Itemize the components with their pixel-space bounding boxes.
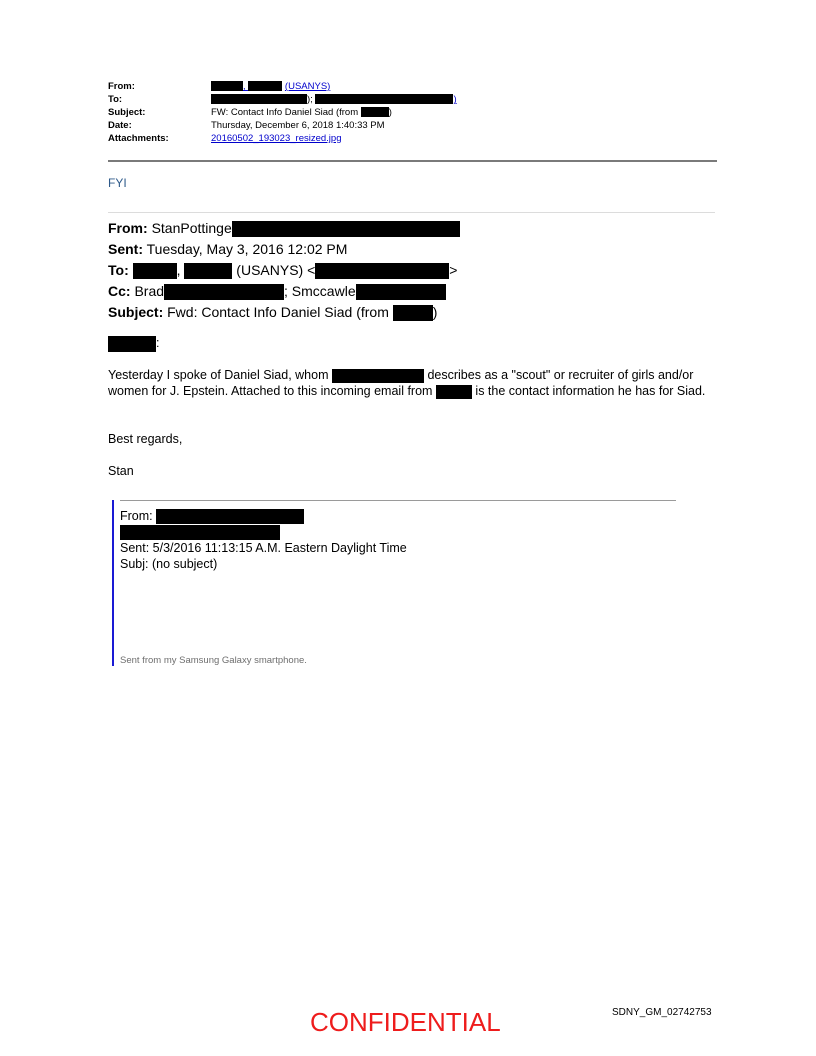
forwarded-sent-value: Tuesday, May 3, 2016 12:02 PM	[146, 241, 348, 257]
quote-divider	[120, 500, 676, 501]
forwarded-cc-value: Brad	[134, 283, 165, 299]
forwarded-cc-label: Cc:	[108, 283, 131, 299]
confidential-stamp: CONFIDENTIAL	[310, 1007, 501, 1037]
forwarded-to-usanys: (USANYS) <	[236, 262, 316, 278]
quoted-signature: Sent from my Samsung Galaxy smartphone.	[120, 655, 307, 666]
header-date-row	[108, 119, 718, 132]
forwarded-sent-row	[108, 239, 460, 260]
header-to-value	[211, 93, 457, 106]
forwarded-subject-end: )	[432, 304, 438, 320]
redaction	[248, 81, 282, 91]
header-from-row	[108, 80, 718, 93]
header-date-label: Date:	[108, 120, 132, 131]
forwarded-to-label: To:	[108, 262, 129, 278]
forward-divider	[108, 212, 715, 213]
header-subject-text: FW: Contact Info Daniel Siad (from	[211, 107, 359, 118]
redaction	[232, 221, 460, 237]
bates-number: SDNY_GM_02742753	[612, 1007, 712, 1018]
forwarded-header	[108, 218, 460, 323]
attachment-link[interactable]: 20160502_193023_resized.jpg	[211, 133, 342, 144]
header-from-label: From:	[108, 81, 135, 92]
redaction	[332, 369, 424, 383]
forwarded-subject-label: Subject:	[108, 304, 164, 320]
quoted-from-label: From:	[120, 509, 153, 523]
quoted-from-row	[120, 508, 407, 524]
quoted-sent: Sent: 5/3/2016 11:13:15 A.M. Eastern Daylight Time	[120, 541, 407, 556]
quoted-message	[120, 508, 407, 572]
header-to-end: )	[453, 94, 457, 105]
quoted-redacted-line	[120, 524, 407, 540]
header-divider	[108, 160, 717, 162]
header-subject-label: Subject:	[108, 107, 146, 118]
forwarded-to-end: >	[449, 262, 458, 278]
redaction	[315, 94, 453, 104]
forwarded-cc-row	[108, 281, 460, 302]
header-to-separator: );	[307, 94, 313, 105]
greeting-colon: :	[156, 336, 160, 350]
forwarded-from-row	[108, 218, 460, 239]
forwarded-subject-row	[108, 302, 460, 323]
header-to-label: To:	[108, 94, 123, 105]
header-attachments-label: Attachments:	[108, 133, 169, 144]
header-from-link[interactable]: (USANYS)	[284, 81, 331, 92]
quoted-subject: Subj: (no subject)	[120, 557, 218, 572]
redaction	[211, 81, 243, 91]
header-subject-end: )	[388, 107, 392, 118]
redaction	[436, 385, 472, 399]
quote-bar	[112, 500, 114, 666]
redaction	[156, 509, 304, 524]
fyi-text: FYI	[108, 176, 127, 190]
forwarded-sent-label: Sent:	[108, 241, 143, 257]
forwarded-subject-value: Fwd: Contact Info Daniel Siad (from	[167, 304, 389, 320]
redaction	[133, 263, 177, 279]
forwarded-cc-separator: ; Smccawle	[284, 283, 356, 299]
header-attachments-row	[108, 132, 718, 145]
header-from-value[interactable]: , (USANYS)	[211, 80, 330, 93]
redaction	[164, 284, 284, 300]
email-header	[108, 80, 718, 145]
redaction	[361, 107, 389, 117]
redaction	[108, 336, 156, 352]
redaction	[211, 94, 307, 104]
header-subject-row	[108, 106, 718, 119]
forwarded-to-comma: ,	[176, 262, 181, 278]
forwarded-from-label: From:	[108, 220, 148, 236]
redaction	[315, 263, 449, 279]
body-paragraph: Yesterday I spoke of Daniel Siad, whom describes as a "scout" or recruiter of girls and/or women for J. Epstein. Attached to this incoming email from is the contact information he has for Siad.	[108, 368, 706, 398]
redaction	[356, 284, 446, 300]
closing-text: Best regards,	[108, 432, 183, 446]
redaction	[393, 305, 433, 321]
forwarded-from-value: StanPottinge	[151, 220, 232, 236]
redaction	[184, 263, 232, 279]
header-date-value: Thursday, December 6, 2018 1:40:33 PM	[211, 120, 385, 131]
header-to-row	[108, 93, 718, 106]
greeting	[108, 335, 159, 352]
redaction	[120, 525, 280, 540]
header-subject-value	[211, 106, 392, 119]
forwarded-to-row	[108, 260, 460, 281]
signature-name: Stan	[108, 464, 134, 478]
